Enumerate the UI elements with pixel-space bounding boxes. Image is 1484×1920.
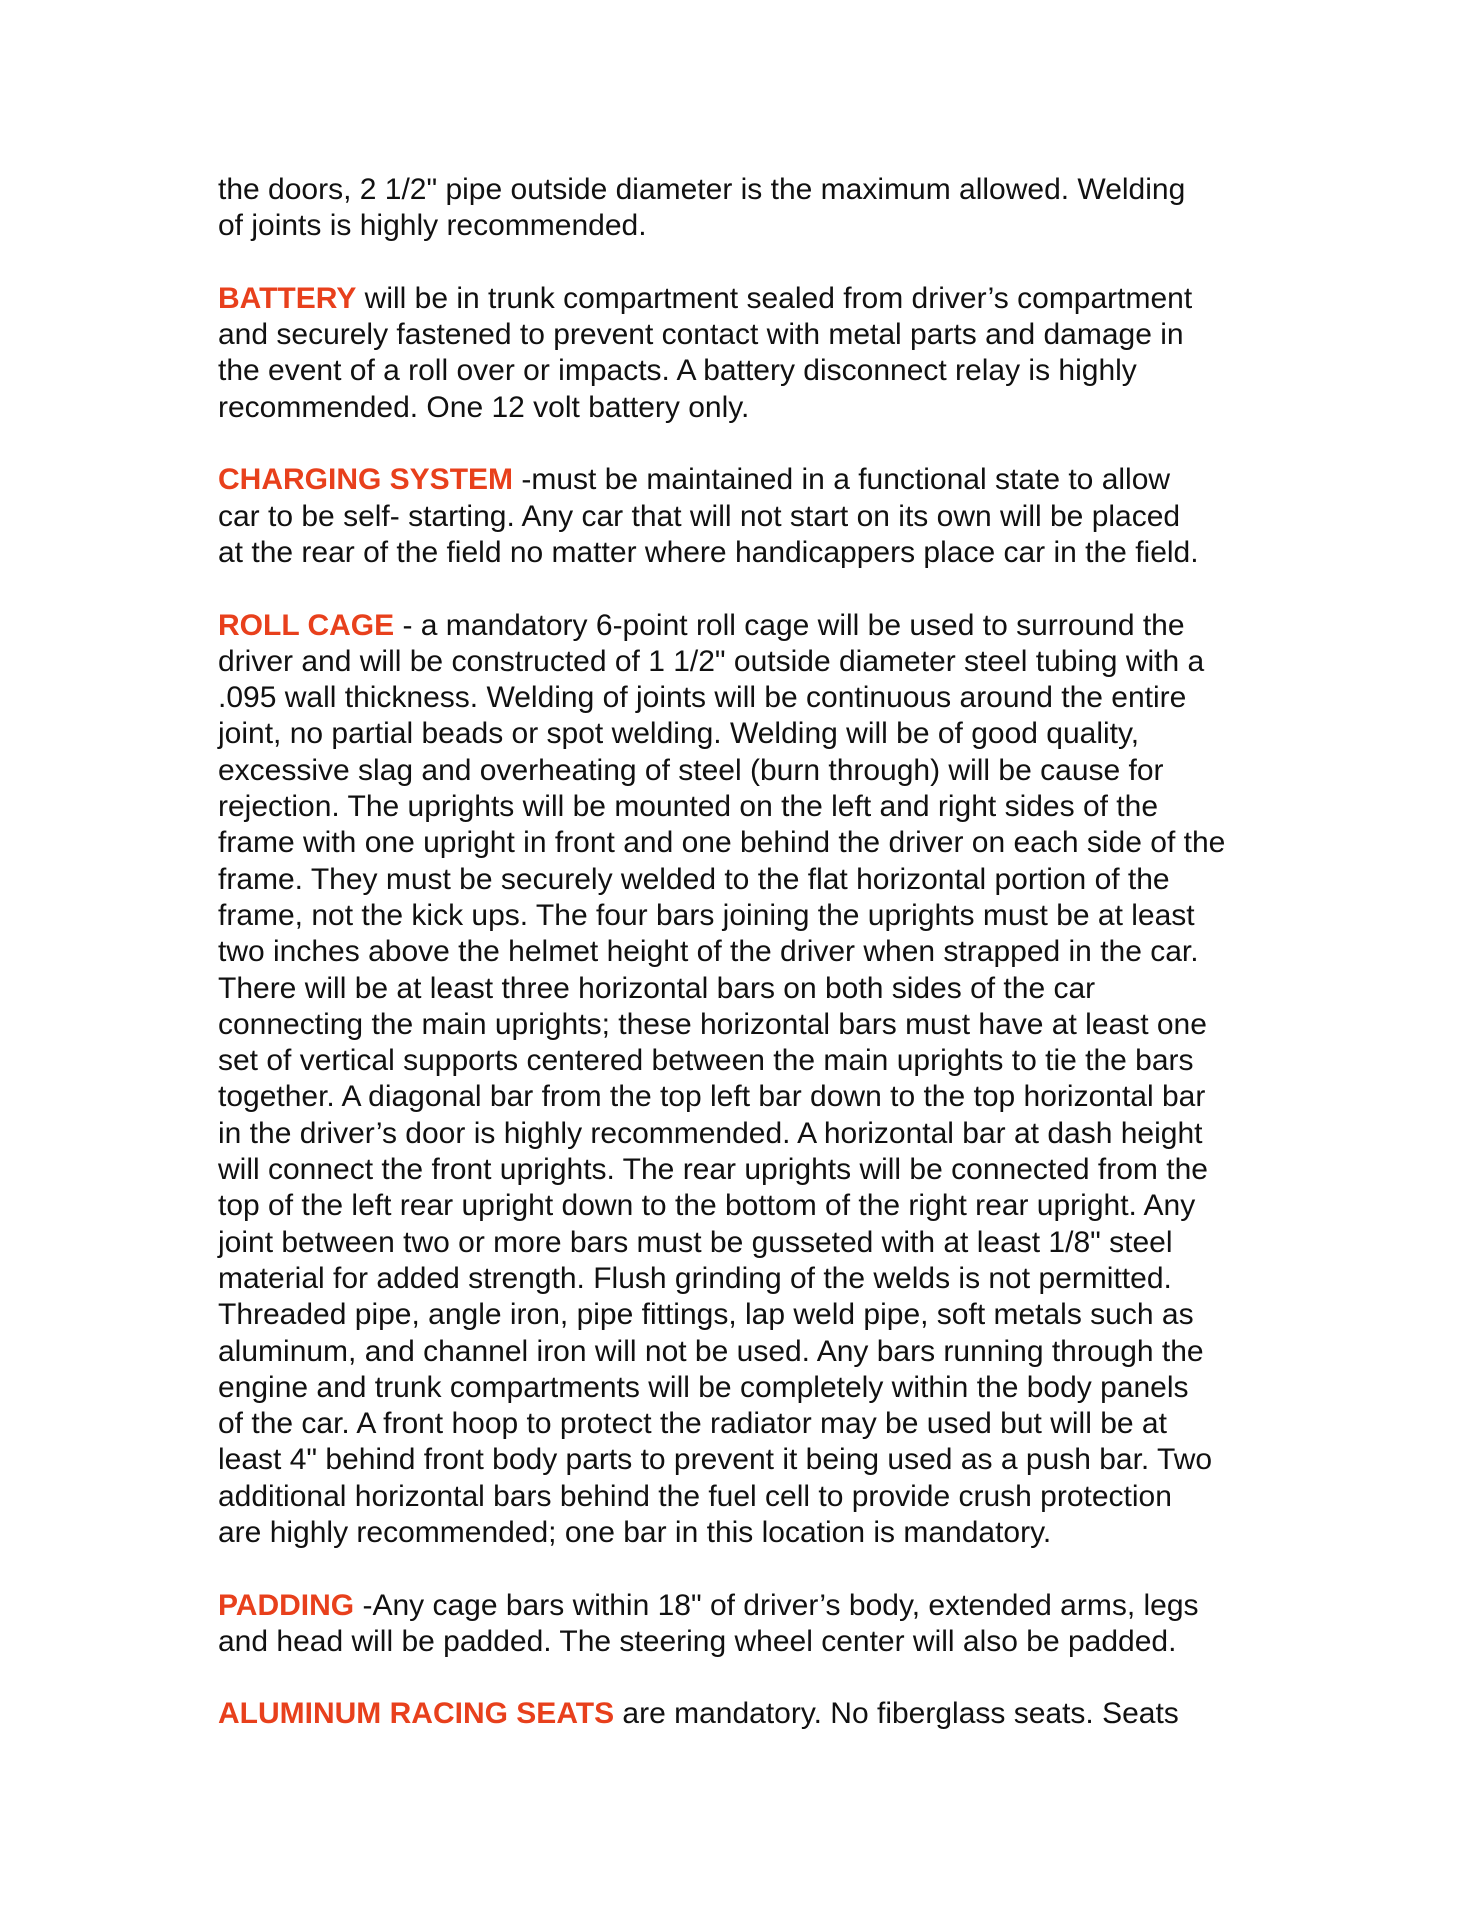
paragraph-line xyxy=(218,281,1338,317)
paragraph-line xyxy=(218,1116,1338,1152)
paragraph-line xyxy=(218,1406,1338,1442)
line-text: joint, no partial beads or spot welding. Welding will be of good quality, xyxy=(218,717,1140,751)
paragraph-line xyxy=(218,1225,1338,1261)
paragraph-line xyxy=(218,1588,1338,1624)
paragraph-line xyxy=(218,499,1338,535)
line-text: together. A diagonal bar from the top left bar down to the top horizontal bar xyxy=(218,1080,1206,1114)
line-text: of the car. A front hoop to protect the radiator may be used but will be at xyxy=(218,1407,1167,1441)
line-text: engine and trunk compartments will be completely within the body panels xyxy=(218,1370,1189,1404)
line-text: There will be at least three horizontal bars on both sides of the car xyxy=(218,971,1096,1005)
paragraph-line xyxy=(218,753,1338,789)
line-text: - a mandatory 6-point roll cage will be used to surround the xyxy=(394,608,1185,642)
paragraph-line xyxy=(218,898,1338,934)
document-paragraph xyxy=(218,281,1338,426)
document-page xyxy=(218,172,1338,1769)
section-heading: PADDING xyxy=(218,1588,355,1622)
line-text: joint between two or more bars must be gusseted with at least 1/8" steel xyxy=(218,1225,1173,1259)
line-text: frame with one upright in front and one behind the driver on each side of the xyxy=(218,826,1226,860)
document-paragraph xyxy=(218,172,1338,245)
section-heading: BATTERY xyxy=(218,281,357,315)
line-text: the doors, 2 1/2" pipe outside diameter is the maximum allowed. Welding xyxy=(218,173,1186,206)
line-text: material for added strength. Flush grinding of the welds is not permitted. xyxy=(218,1261,1172,1295)
paragraph-line xyxy=(218,462,1338,498)
line-text: driver and will be constructed of 1 1/2" outside diameter steel tubing with a xyxy=(218,644,1205,678)
section-heading: ALUMINUM RACING SEATS xyxy=(218,1697,615,1731)
line-text: recommended. One 12 volt battery only. xyxy=(218,390,750,424)
paragraph-line xyxy=(218,1696,1338,1732)
line-text: the event of a roll over or impacts. A battery disconnect relay is highly xyxy=(218,354,1137,388)
line-text: and securely fastened to prevent contact with metal parts and damage in xyxy=(218,318,1184,352)
paragraph-line xyxy=(218,1043,1338,1079)
line-text: -Any cage bars within 18" of driver’s body, extended arms, legs xyxy=(354,1588,1199,1622)
line-text: will be in trunk compartment sealed from driver’s compartment xyxy=(356,281,1193,315)
line-text: .095 wall thickness. Welding of joints will be continuous around the entire xyxy=(218,681,1187,715)
paragraph-line xyxy=(218,971,1338,1007)
line-text: aluminum, and channel iron will not be used. Any bars running through the xyxy=(218,1334,1204,1368)
line-text: Threaded pipe, angle iron, pipe fittings, lap weld pipe, soft metals such as xyxy=(218,1298,1194,1332)
document-paragraph xyxy=(218,462,1338,571)
paragraph-line xyxy=(218,644,1338,680)
paragraph-line xyxy=(218,1334,1338,1370)
line-text: at the rear of the field no matter where handicappers place car in the field. xyxy=(218,535,1199,569)
line-text: connecting the main uprights; these horizontal bars must have at least one xyxy=(218,1007,1207,1041)
line-text: excessive slag and overheating of steel (burn through) will be cause for xyxy=(218,753,1164,787)
line-text: set of vertical supports centered between the main uprights to tie the bars xyxy=(218,1044,1194,1078)
paragraph-line xyxy=(218,1624,1338,1660)
line-text: are mandatory. No fiberglass seats. Seats xyxy=(614,1697,1179,1731)
paragraph-line xyxy=(218,208,1338,244)
line-text: will connect the front uprights. The rear uprights will be connected from the xyxy=(218,1153,1208,1187)
paragraph-line xyxy=(218,353,1338,389)
document-paragraph xyxy=(218,608,1338,1552)
document-paragraph xyxy=(218,1696,1338,1732)
paragraph-line xyxy=(218,1188,1338,1224)
paragraph-line xyxy=(218,1007,1338,1043)
line-text: in the driver’s door is highly recommended. A horizontal bar at dash height xyxy=(218,1116,1203,1150)
paragraph-line xyxy=(218,1479,1338,1515)
line-text: of joints is highly recommended. xyxy=(218,209,647,243)
paragraph-line xyxy=(218,825,1338,861)
paragraph-line xyxy=(218,1442,1338,1478)
line-text: least 4" behind front body parts to prevent it being used as a push bar. Two xyxy=(218,1443,1213,1477)
paragraph-line xyxy=(218,716,1338,752)
paragraph-line xyxy=(218,1297,1338,1333)
document-paragraph xyxy=(218,1588,1338,1661)
line-text: and head will be padded. The steering wheel center will also be padded. xyxy=(218,1624,1177,1658)
paragraph-line xyxy=(218,934,1338,970)
paragraph-line xyxy=(218,1261,1338,1297)
section-heading: ROLL CAGE xyxy=(218,608,395,642)
paragraph-line xyxy=(218,1079,1338,1115)
paragraph-line xyxy=(218,1152,1338,1188)
line-text: two inches above the helmet height of the driver when strapped in the car. xyxy=(218,935,1199,969)
section-heading: CHARGING SYSTEM xyxy=(218,463,514,497)
paragraph-line xyxy=(218,317,1338,353)
paragraph-line xyxy=(218,789,1338,825)
line-text: top of the left rear upright down to the bottom of the right rear upright. Any xyxy=(218,1189,1196,1223)
line-text: additional horizontal bars behind the fuel cell to provide crush protection xyxy=(218,1479,1172,1513)
line-text: car to be self- starting. Any car that will not start on its own will be placed xyxy=(218,499,1181,533)
paragraph-line xyxy=(218,390,1338,426)
line-text: rejection. The uprights will be mounted on the left and right sides of the xyxy=(218,790,1159,824)
line-text: frame, not the kick ups. The four bars joining the uprights must be at least xyxy=(218,898,1195,932)
paragraph-line xyxy=(218,535,1338,571)
line-text: are highly recommended; one bar in this location is mandatory. xyxy=(218,1515,1052,1549)
paragraph-line xyxy=(218,608,1338,644)
line-text: -must be maintained in a functional state to allow xyxy=(513,463,1171,497)
line-text: frame. They must be securely welded to the flat horizontal portion of the xyxy=(218,862,1170,896)
paragraph-line xyxy=(218,862,1338,898)
paragraph-line xyxy=(218,680,1338,716)
paragraph-line xyxy=(218,1370,1338,1406)
paragraph-line xyxy=(218,1515,1338,1551)
paragraph-line xyxy=(218,172,1338,208)
